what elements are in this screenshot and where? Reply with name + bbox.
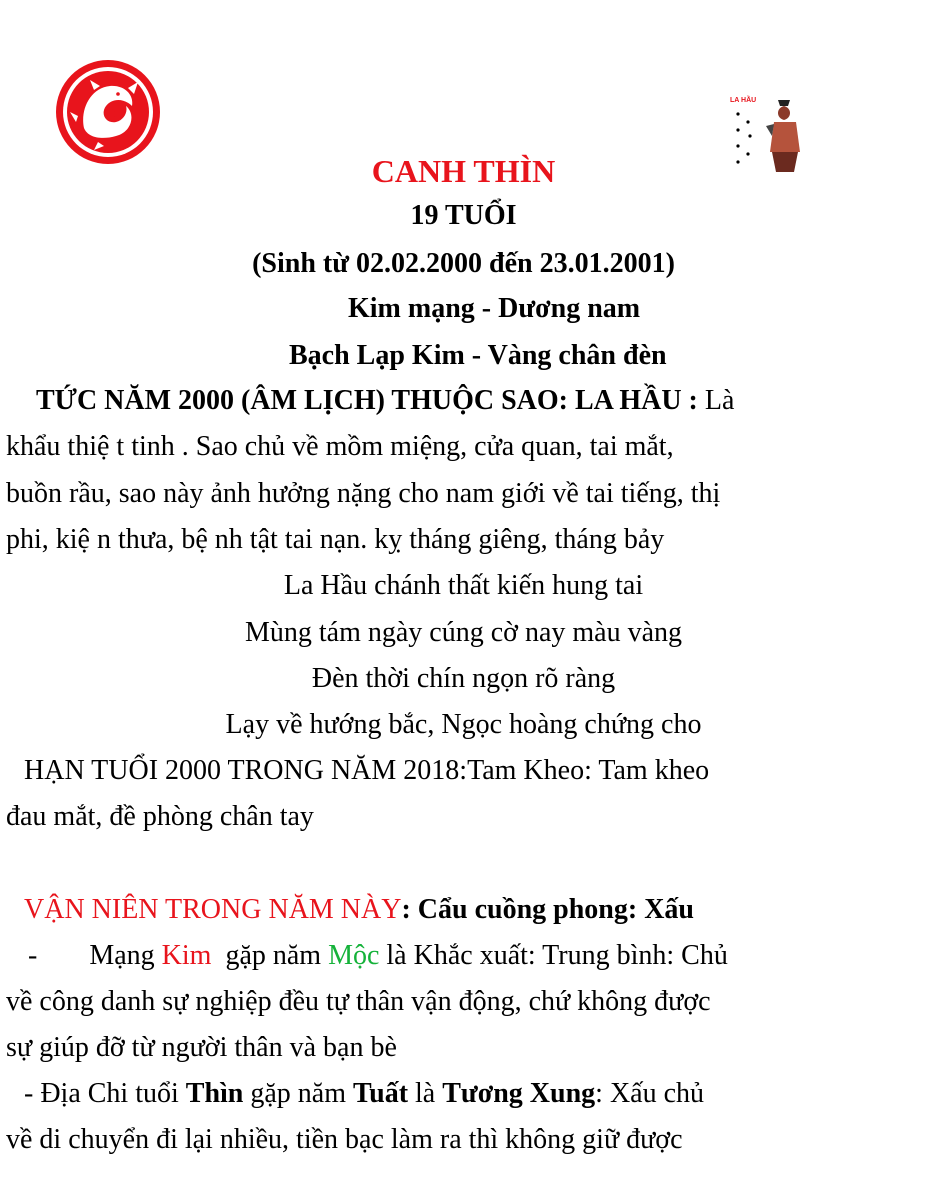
moc-word: Mộc [328,940,380,971]
van-nien-heading [24,895,694,926]
van-nien-item-2-line-2: về di chuyển đi lại nhiều, tiền bạc làm ra thì không giữ được [6,1124,683,1155]
tuong-xung-word: Tương Xung [442,1078,596,1109]
birth-range: (Sinh từ 02.02.2000 đến 23.01.2001) [252,248,675,279]
element-detail: Bạch Lạp Kim - Vàng chân đèn [289,340,667,371]
red-dragon-seal-icon [54,58,162,166]
age-heading: 19 TUỔI [410,200,517,231]
tuat-word: Tuất [353,1078,409,1109]
la-hau-label: LA HẦU [730,97,757,104]
item-1-mid: gặp năm [211,940,329,971]
item-dash: - [28,940,38,971]
star-lead: TỨC NĂM 2000 (ÂM LỊCH) THUỘC SAO: LA HẦU : [36,385,698,416]
item-2-rest: : Xấu chủ [595,1078,705,1109]
item-2-pre: - Địa Chi tuổi [24,1078,186,1109]
star-text-line-3: buồn rầu, sao này ảnh hưởng nặng cho nam giới về tai tiếng, thị [6,478,721,509]
poem-line-4: Lạy về hướng bắc, Ngọc hoàng chứng cho [225,709,702,740]
thin-word: Thìn [185,1078,244,1109]
van-nien-item-2-line-1 [24,1079,704,1110]
page-title: CANH THÌN [371,153,556,189]
element-line: Kim mạng - Dương nam [348,293,641,324]
poem-line-2: Mùng tám ngày cúng cờ nay màu vàng [244,617,683,648]
han-line-1: HẠN TUỔI 2000 TRONG NĂM 2018:Tam Kheo: Tam kheo [24,755,710,786]
star-text-line-2: khẩu thiệ t tinh . Sao chủ về mồm miệng, cửa quan, tai mắt, [6,431,674,462]
kim-word: Kim [161,940,212,971]
han-line-2: đau mắt, đề phòng chân tay [6,801,314,832]
star-lead-rest: Là [697,385,735,416]
item-2-mid2: là [408,1078,443,1109]
item-2-mid: gặp năm [243,1078,354,1109]
star-intro-line [36,386,734,417]
item-1-pre: Mạng [89,940,162,971]
van-nien-item-1-line-1 [28,941,728,972]
van-nien-value: : Cẩu cuồng phong: Xấu [401,894,694,925]
poem-line-3: Đèn thời chín ngọn rõ ràng [311,663,616,694]
van-nien-label: VẬN NIÊN TRONG NĂM NÀY [24,894,402,925]
star-text-line-4: phi, kiệ n thưa, bệ nh tật tai nạn. kỵ tháng giêng, tháng bảy [6,524,665,555]
van-nien-item-1-line-2: về công danh sự nghiệp đều tự thân vận động, chứ không được [6,986,711,1017]
poem-line-1: La Hầu chánh thất kiến hung tai [283,570,644,601]
van-nien-item-1-line-3: sự giúp đỡ từ người thân và bạn bè [6,1032,397,1063]
item-1-rest: là Khắc xuất: Trung bình: Chủ [379,940,728,971]
